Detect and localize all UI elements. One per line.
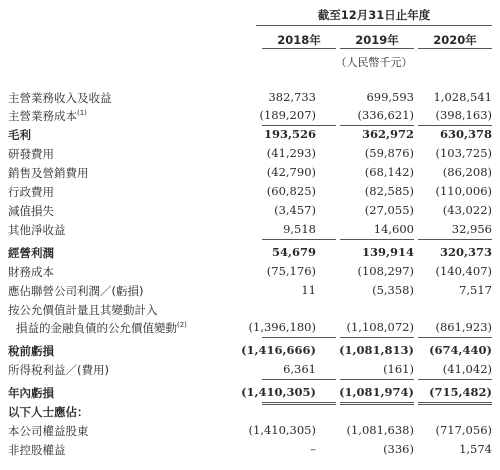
value-cell-2019: (68,142) <box>364 165 414 179</box>
value-cell-2018: 382,733 <box>268 90 316 104</box>
sum-rule <box>340 125 414 126</box>
value-cell-2018: 11 <box>301 283 316 297</box>
sum-rule <box>418 379 492 380</box>
sum-rule <box>340 337 414 338</box>
value-cell-2018: (42,790) <box>266 165 316 179</box>
table-row <box>0 343 500 360</box>
value-cell-2020: 630,378 <box>439 127 492 141</box>
table-row <box>0 404 500 421</box>
value-cell-2020: 1,574 <box>459 442 492 456</box>
value-cell-2020: 320,373 <box>439 245 492 259</box>
row-label <box>8 283 143 299</box>
value-cell-2018: (3,457) <box>274 203 316 217</box>
row-label-text: 經營利潤 <box>8 246 54 260</box>
row-label-text: 年內虧損 <box>8 386 54 400</box>
sum-rule <box>418 125 492 126</box>
value-cell-2018: (1,416,666) <box>241 343 316 357</box>
value-cell-2018: (189,207) <box>259 108 316 122</box>
value-cell-2020: (861,923) <box>435 320 492 334</box>
value-cell-2020: 32,956 <box>451 222 492 236</box>
value-cell-2019: 14,600 <box>373 222 414 236</box>
row-label <box>8 90 112 106</box>
table-row <box>0 165 500 182</box>
sum-rule <box>340 402 414 403</box>
value-cell-2020: (41,042) <box>442 362 492 376</box>
row-label-text: 本公司權益股東 <box>8 424 89 438</box>
value-cell-2019: (108,297) <box>357 264 414 278</box>
value-cell-2019: (1,081,974) <box>339 385 414 399</box>
row-label-text: 毛利 <box>8 128 31 142</box>
row-label <box>8 222 66 238</box>
sum-rule <box>262 239 336 240</box>
table-row <box>0 302 500 319</box>
row-label-text: 損益的金融負債的公允價值變動 <box>16 321 177 335</box>
year-header-2020: 2020年 <box>433 33 477 47</box>
value-cell-2019: (27,055) <box>364 203 414 217</box>
row-label <box>16 320 187 336</box>
row-label-text: 其他淨收益 <box>8 223 66 237</box>
year-header-2019: 2019年 <box>355 33 399 47</box>
value-cell-2019: (5,358) <box>372 283 414 297</box>
row-label-text: 主營業務成本 <box>8 109 77 123</box>
sum-rule <box>262 402 336 403</box>
table-row <box>0 203 500 220</box>
value-cell-2020: (103,725) <box>435 146 492 160</box>
row-label <box>8 343 54 359</box>
row-label-text: 減值損失 <box>8 204 54 218</box>
value-cell-2019: 699,593 <box>366 90 414 104</box>
sum-rule <box>262 337 336 338</box>
value-cell-2020: (717,056) <box>435 423 492 437</box>
row-label <box>8 302 158 318</box>
sum-rule <box>418 404 492 405</box>
value-cell-2018: (1,410,305) <box>248 423 316 437</box>
value-cell-2019: (161) <box>383 362 414 376</box>
row-label <box>8 245 54 261</box>
row-label <box>8 423 89 439</box>
value-cell-2019: (1,081,638) <box>346 423 414 437</box>
row-label <box>8 203 54 219</box>
year-underline-2019 <box>340 48 414 49</box>
year-underline-2020 <box>418 48 492 49</box>
row-label-text: 按公允價值計量且其變動計入 <box>8 303 158 317</box>
value-cell-2019: (59,876) <box>364 146 414 160</box>
table-row <box>0 362 500 379</box>
sum-rule <box>262 379 336 380</box>
value-cell-2018: 6,361 <box>283 362 316 376</box>
row-label <box>8 385 54 401</box>
row-label <box>8 404 89 420</box>
row-label <box>8 442 66 458</box>
table-row <box>0 264 500 281</box>
value-cell-2019: (82,585) <box>364 184 414 198</box>
year-header-2018: 2018年 <box>277 33 321 47</box>
row-label <box>8 165 89 181</box>
sum-rule <box>262 404 336 405</box>
sum-rule <box>262 125 336 126</box>
value-cell-2019: (1,081,813) <box>339 343 414 357</box>
footnote-marker: (2) <box>177 321 187 330</box>
unit-label: （人民幣千元） <box>335 56 413 69</box>
row-label-text: 行政費用 <box>8 185 54 199</box>
row-label <box>8 184 54 200</box>
row-label-text: 非控股權益 <box>8 443 66 457</box>
sum-rule <box>340 379 414 380</box>
value-cell-2019: 139,914 <box>361 245 414 259</box>
table-row <box>0 385 500 402</box>
value-cell-2018: 9,518 <box>283 222 316 236</box>
sum-rule <box>418 337 492 338</box>
value-cell-2020: (398,163) <box>435 108 492 122</box>
table-row <box>0 245 500 262</box>
row-label <box>8 264 54 280</box>
value-cell-2019: 362,972 <box>361 127 414 141</box>
value-cell-2018: – <box>310 442 316 456</box>
value-cell-2019: (336,621) <box>357 108 414 122</box>
row-label-text: 稅前虧損 <box>8 344 54 358</box>
value-cell-2018: 54,679 <box>271 245 316 259</box>
row-label-text: 應佔聯營公司利潤／(虧損) <box>8 284 144 298</box>
row-label-text: 財務成本 <box>8 265 54 279</box>
row-label-text: 研發費用 <box>8 147 54 161</box>
table-row <box>0 222 500 239</box>
value-cell-2020: 7,517 <box>459 283 492 297</box>
table-row <box>0 423 500 440</box>
row-label-text: 以下人士應佔： <box>8 405 89 419</box>
value-cell-2018: (41,293) <box>266 146 316 160</box>
sum-rule <box>340 239 414 240</box>
value-cell-2020: (674,440) <box>429 343 492 357</box>
value-cell-2018: 193,526 <box>263 127 316 141</box>
row-label-text: 主營業務收入及收益 <box>8 91 112 105</box>
table-row <box>0 127 500 144</box>
row-label-text: 銷售及營銷費用 <box>8 166 89 180</box>
value-cell-2020: 1,028,541 <box>433 90 492 104</box>
value-cell-2018: (1,410,305) <box>241 385 316 399</box>
row-label <box>8 362 109 378</box>
year-underline-2018 <box>262 48 336 49</box>
table-row <box>0 146 500 163</box>
value-cell-2018: (75,176) <box>266 264 316 278</box>
value-cell-2019: (1,108,072) <box>346 320 414 334</box>
sum-rule <box>340 404 414 405</box>
value-cell-2020: (110,006) <box>435 184 492 198</box>
row-label <box>8 127 31 143</box>
header-rule <box>256 25 492 26</box>
table-row <box>0 320 500 337</box>
period-header: 截至12月31日止年度 <box>317 8 431 22</box>
value-cell-2020: (86,208) <box>442 165 492 179</box>
row-label <box>8 146 54 162</box>
value-cell-2018: (1,396,180) <box>248 320 316 334</box>
table-row <box>0 442 500 459</box>
table-row <box>0 108 500 125</box>
sum-rule <box>418 239 492 240</box>
sum-rule <box>418 402 492 403</box>
value-cell-2020: (43,022) <box>442 203 492 217</box>
value-cell-2019: (336) <box>383 442 414 456</box>
table-row <box>0 184 500 201</box>
table-row <box>0 90 500 107</box>
value-cell-2020: (140,407) <box>435 264 492 278</box>
value-cell-2020: (715,482) <box>429 385 492 399</box>
table-row <box>0 283 500 300</box>
value-cell-2018: (60,825) <box>266 184 316 198</box>
row-label-text: 所得稅利益／(費用) <box>8 363 109 377</box>
row-label <box>8 108 87 124</box>
footnote-marker: (1) <box>77 109 87 118</box>
